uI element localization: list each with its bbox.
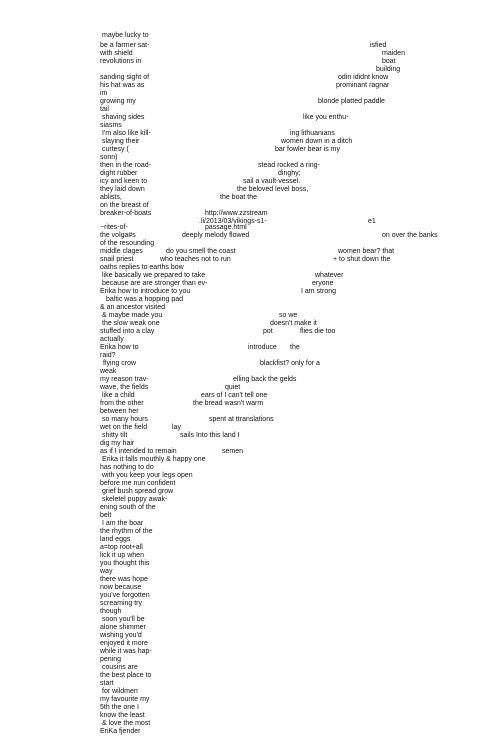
poem-line: sail a vault-vessel. xyxy=(243,178,301,185)
poem-line: whatever xyxy=(315,272,344,279)
poem-line: has nothing to do xyxy=(100,464,154,471)
poem-line: breaker-of-boats xyxy=(100,210,152,217)
poem-line: introduce xyxy=(248,344,277,351)
poem-line: I'm also like kill- xyxy=(102,130,151,137)
poem-line: his hat was as xyxy=(100,82,145,89)
poem-line: of the resounding xyxy=(100,240,155,247)
poem-line: be a farmer sat- xyxy=(100,42,150,49)
poem-line: a=top root+all xyxy=(100,544,143,551)
poem-line: though xyxy=(100,608,122,615)
poem-line: doesn't make it xyxy=(270,320,317,327)
poem-line: ablists, xyxy=(100,194,122,201)
poem-line: women bear? that xyxy=(338,248,395,255)
poem-line: sails Into this land I xyxy=(180,432,240,439)
poem-line: stead rocked a ring- xyxy=(258,162,320,169)
poem-line: building xyxy=(376,66,401,73)
poem-line: baltic was a hopping pad xyxy=(106,296,184,303)
poem-line: shaving sides xyxy=(102,114,145,121)
poem-line: EriKa fjender xyxy=(100,728,141,735)
poem-line: skeletel puppy awak- xyxy=(102,496,168,503)
poem-line: raid? xyxy=(100,352,116,359)
poem-line: siasms xyxy=(100,122,122,129)
poem-line: before me nun confident xyxy=(100,480,176,487)
poem-line: know the least xyxy=(100,712,145,719)
poem-line: like you enthu- xyxy=(303,114,349,121)
poem-line: wave, the fields xyxy=(100,384,149,391)
poem-line: the xyxy=(290,344,300,351)
poem-line: enjoyed it more xyxy=(100,640,148,647)
poem-line: like a child xyxy=(102,392,135,399)
poem-line: pening xyxy=(100,656,122,663)
poem-line: flies die too xyxy=(300,328,336,335)
poem-line: ening south of the xyxy=(100,504,156,511)
poem-line: for wildmen xyxy=(102,688,138,695)
poem-line: from the other xyxy=(100,400,144,407)
poem-line: as if I intended to remain xyxy=(100,448,177,455)
poem-line: dinghy; xyxy=(278,170,301,177)
poem-line: on the breast of xyxy=(100,202,149,209)
poem-line: wet on the field xyxy=(100,424,148,431)
poem-line: prominant ragnar xyxy=(336,82,390,89)
poem-line: flying crow xyxy=(103,360,137,367)
poem-line: passage.html xyxy=(205,224,247,231)
poem-line: & love the most xyxy=(102,720,151,727)
poem-line: blackfist? only for a xyxy=(260,360,320,367)
poem-line: deeply melody flowed xyxy=(182,232,250,239)
poem-line: dig my hair xyxy=(100,440,135,447)
poem-line: revolutions in xyxy=(100,58,142,65)
poem-line: ears of I can't tell one xyxy=(201,392,268,399)
poem-line: boat xyxy=(382,58,396,65)
poem-line: you've forgotten xyxy=(100,592,150,599)
poem-line: eryone xyxy=(312,280,334,287)
poem-line: weak xyxy=(100,368,117,375)
poem-line: shitty tilt xyxy=(102,432,128,439)
poem-line: the beloved level boss, xyxy=(237,186,309,193)
poem-line: grief bush spread grow xyxy=(102,488,174,495)
poem-line: because are are stronger than ev- xyxy=(102,280,208,287)
poem-line: odin ididnt know xyxy=(338,74,389,81)
poem-line: so many hours xyxy=(102,416,148,423)
poem-line: spent at ttranslations xyxy=(209,416,274,423)
poem-line: & an ancestor visited xyxy=(100,304,165,311)
poem-line: bar fowler bear is my xyxy=(275,146,340,153)
poem-line: so we xyxy=(279,312,298,319)
poem-line: land eggs xyxy=(100,536,131,543)
poem-line: isfied xyxy=(370,42,387,49)
poem-line: with shield xyxy=(100,50,133,57)
poem-line: maybe lucky to xyxy=(102,32,149,39)
poem-line: my reason trav- xyxy=(100,376,149,383)
poem-line: pot xyxy=(263,328,273,335)
poem-line: quiet xyxy=(225,384,241,391)
poem-line: belt xyxy=(100,512,112,519)
poem-line: the bread wasn't warm xyxy=(193,400,264,407)
poem-line: ing lithuanians xyxy=(290,130,335,137)
poem-line: dight rubber xyxy=(100,170,138,177)
poem-line: 5th the one I xyxy=(100,704,139,711)
poem-line: the volga#s xyxy=(100,232,136,239)
poem-line: do you smell the coast xyxy=(166,248,236,255)
poem-line: screaming try xyxy=(100,600,143,607)
poem-line: Erika how to xyxy=(100,344,139,351)
poem-line: wishing you'd xyxy=(100,632,142,639)
poem-line: maiden xyxy=(382,50,405,57)
poem-line: start xyxy=(100,680,114,687)
poem-line: oaths replies to earths bow xyxy=(100,264,184,271)
poem-line: http://www.zzstream xyxy=(205,210,268,217)
poem-line: the boat the xyxy=(220,194,257,201)
poem-line: stuffed into a clay xyxy=(100,328,155,335)
poem-line: middle clages xyxy=(100,248,143,255)
poem-line: on over the banks xyxy=(382,232,438,239)
poem-line: then in the road- xyxy=(100,162,151,169)
poem-line: curtesy ( xyxy=(102,146,129,153)
poem-line: Erika how to introduce to you xyxy=(100,288,191,295)
poem-line: semen xyxy=(222,448,244,455)
poem-line: + to shut down the xyxy=(333,256,391,263)
poem-line: I am the boar xyxy=(102,520,144,527)
poem-line: who teaches not to run xyxy=(160,256,231,263)
poem-line: elling back the gelds xyxy=(233,376,297,383)
poem-line: Erika it falls mouthly & happy one xyxy=(102,456,206,463)
poem-line: lay xyxy=(172,424,181,431)
poem-line: alone shimmer xyxy=(100,624,146,631)
poem-line: the rhythm of the xyxy=(100,528,153,535)
poem-line: slaying their xyxy=(102,138,140,145)
poem-line: now because xyxy=(100,584,142,591)
poem-line: growing my xyxy=(100,98,136,105)
poem-line: icy and keen to xyxy=(100,178,148,185)
poem-line: I am strong xyxy=(301,288,337,295)
poem-line: sanding sight of xyxy=(100,74,150,81)
poem-line: the best place to xyxy=(100,672,152,679)
poem-line: lick it up when xyxy=(100,552,144,559)
poem-line: my favourite my xyxy=(100,696,150,703)
poem-line: soon you'll be xyxy=(102,616,145,623)
poem-line: e1 xyxy=(368,218,376,225)
poem-line: .li/2013/03/vikings-s1- xyxy=(199,218,267,225)
poem-line: with you keep your legs open xyxy=(102,472,193,479)
poem-line: cousins are xyxy=(102,664,138,671)
poem-line: like basically we prepared to take xyxy=(102,272,206,279)
poem-line: you thought this xyxy=(100,560,150,567)
poem-line: women down in a ditch xyxy=(281,138,353,145)
poem-line: snail priest xyxy=(100,256,134,263)
poem-line: sonn) xyxy=(100,154,118,161)
poem-line: they laid down xyxy=(100,186,145,193)
poem-line: im xyxy=(100,90,108,97)
poem-line: there was hope xyxy=(100,576,148,583)
poem-line: & maybe made you xyxy=(102,312,163,319)
poem-line: actually xyxy=(100,336,124,343)
poem-line: way xyxy=(100,568,113,575)
poem-line: blonde platted paddle xyxy=(318,98,385,105)
poem-line: the slow weak one xyxy=(102,320,160,327)
poem-line: between her xyxy=(100,408,139,415)
poem-line: while it was hap- xyxy=(100,648,152,655)
poem-line: tail xyxy=(100,106,109,113)
poem-line: ~rites-of- xyxy=(100,224,128,231)
